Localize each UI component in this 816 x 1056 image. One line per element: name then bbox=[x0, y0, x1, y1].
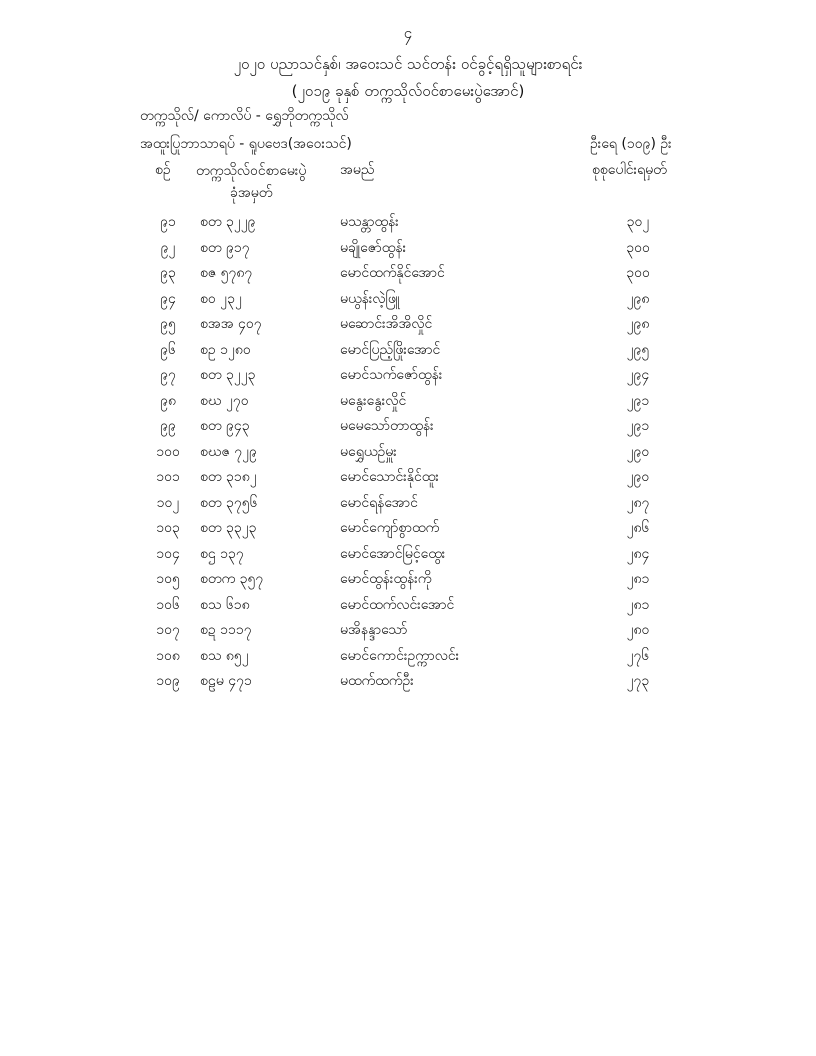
row-name: မောင်သက်ဇော်ထွန်း bbox=[340, 367, 443, 383]
university-line: တက္ကသိုလ်/ ကောလိပ် - ရွှေဘိုတက္ကသိုလ် bbox=[140, 108, 349, 124]
table-row bbox=[0, 493, 816, 519]
table-row bbox=[0, 620, 816, 646]
row-marks: ၂၈၁ bbox=[626, 596, 650, 613]
row-marks: ၃၀၂ bbox=[626, 214, 650, 230]
table-row bbox=[0, 365, 816, 391]
page-number: ၄ bbox=[403, 24, 413, 42]
row-marks: ၃၀၀ bbox=[626, 239, 650, 256]
header-roll bbox=[196, 160, 306, 204]
row-name: မဆောင်းအိအိလှိုင် bbox=[340, 316, 433, 332]
table-row bbox=[0, 238, 816, 264]
row-no: ၉၅ bbox=[160, 316, 176, 332]
row-name: မောင်အောင်မြင့်ထွေး bbox=[340, 545, 446, 562]
header-no: စဉ် bbox=[155, 162, 171, 178]
table-row bbox=[0, 340, 816, 366]
row-roll: စသ ၈၅၂ bbox=[200, 647, 249, 664]
header-marks: စုစုပေါင်းရမှတ် bbox=[592, 162, 667, 178]
row-marks: ၂၉၁ bbox=[626, 392, 650, 409]
major-line: အထူးပြုဘာသာရပ် - ရူပဗေဒ(အဝေးသင်) bbox=[140, 136, 352, 152]
row-name: မောင်ထွန်းထွန်းကို bbox=[340, 571, 432, 587]
row-no: ၉၄ bbox=[160, 290, 176, 307]
row-name: မောင်ထက်နိုင်အောင် bbox=[340, 265, 445, 281]
row-marks: ၂၈၀ bbox=[626, 622, 650, 638]
table-row bbox=[0, 263, 816, 289]
results-list bbox=[0, 212, 816, 697]
table-row bbox=[0, 212, 816, 238]
row-marks: ၂၇၃ bbox=[626, 673, 650, 689]
table-row bbox=[0, 544, 816, 570]
table-row bbox=[0, 518, 816, 544]
row-no: ၉၉ bbox=[160, 418, 176, 434]
row-roll: စသ ၆၁၈ bbox=[200, 596, 250, 613]
row-marks: ၂၈၄ bbox=[626, 545, 650, 562]
row-roll: စတ ၃၂၂၃ bbox=[200, 367, 256, 383]
row-name: မောင်ကောင်းဥက္ကာလင်း bbox=[340, 647, 460, 664]
header-roll-line2: ခုံအမှတ် bbox=[230, 185, 273, 201]
row-marks: ၃၀၀ bbox=[626, 265, 650, 281]
row-no: ၁၀၆ bbox=[156, 596, 180, 613]
row-no: ၉၆ bbox=[160, 341, 176, 358]
row-no: ၁၀၂ bbox=[156, 494, 180, 511]
row-marks: ၂၈၇ bbox=[626, 494, 650, 511]
row-marks: ၂၉၈ bbox=[626, 290, 650, 307]
row-roll: စတ ၉၁၇ bbox=[200, 239, 250, 256]
row-roll: စတက ၃၅၇ bbox=[200, 571, 264, 587]
count-line: ဦးရေ (၁၀၉) ဦး bbox=[590, 136, 672, 152]
row-roll: စဃ ၂၇၀ bbox=[200, 392, 249, 409]
row-no: ၁၀၁ bbox=[156, 469, 180, 485]
row-name: မသန္တာထွန်း bbox=[340, 214, 399, 230]
row-marks: ၂၉၅ bbox=[626, 341, 650, 358]
row-name: မအိနန္ဒာသော် bbox=[340, 622, 408, 638]
row-marks: ၂၇၆ bbox=[626, 647, 650, 664]
row-marks: ၂၉၀ bbox=[626, 443, 650, 460]
row-roll: စတ ၃၁၈၂ bbox=[200, 469, 257, 485]
table-row bbox=[0, 569, 816, 595]
row-roll: စတ ၉၄၃ bbox=[200, 418, 250, 434]
document-title: ၂၀၂၀ ပညာသင်နှစ်၊ အဝေးသင် သင်တန်း ဝင်ခွင့်ရရှိသူများစာရင်း bbox=[233, 55, 583, 73]
row-marks: ၂၉၀ bbox=[626, 469, 650, 485]
row-marks: ၂၈၆ bbox=[626, 520, 650, 536]
row-name: မောင်ကျော်စွာထက် bbox=[340, 520, 440, 536]
row-name: မမေသော်တာထွန်း bbox=[340, 418, 434, 434]
row-name: မောင်ရန်အောင် bbox=[340, 494, 418, 511]
row-no: ၉၈ bbox=[160, 392, 176, 409]
row-no: ၉၇ bbox=[160, 367, 176, 383]
row-marks: ၂၉၄ bbox=[626, 367, 650, 383]
row-name: မနွေးနွေးလှိုင် bbox=[340, 392, 407, 409]
row-no: ၁၀၇ bbox=[156, 622, 180, 638]
row-roll: စတ ၃၃၂၃ bbox=[200, 520, 257, 536]
table-row bbox=[0, 314, 816, 340]
row-name: မောင်သောင်းနိုင်ထူး bbox=[340, 469, 439, 485]
row-marks: ၂၈၁ bbox=[626, 571, 650, 587]
table-row bbox=[0, 391, 816, 417]
row-no: ၁၀၄ bbox=[156, 545, 180, 562]
row-no: ၁၀၈ bbox=[156, 647, 180, 664]
row-marks: ၂၉၁ bbox=[626, 418, 650, 434]
row-name: မချိုဇော်ထွန်း bbox=[340, 239, 407, 256]
row-roll: စဝ ၂၃၂ bbox=[200, 290, 242, 307]
row-marks: ၂၉၈ bbox=[626, 316, 650, 332]
row-roll: စဥ ၁၂၈၀ bbox=[200, 341, 251, 358]
row-roll: စအအ ၄၀၇ bbox=[200, 316, 262, 332]
row-no: ၉၁ bbox=[160, 214, 176, 230]
row-name: မထက်ထက်ဦး bbox=[340, 673, 414, 689]
row-roll: စတ ၃၇၅၆ bbox=[200, 494, 258, 511]
header-name: အမည် bbox=[340, 162, 375, 178]
row-roll: စဇ ၅၇၈၇ bbox=[200, 265, 253, 281]
row-no: ၉၃ bbox=[160, 265, 176, 281]
row-no: ၁၀၉ bbox=[156, 673, 180, 689]
header-roll-line1: တက္ကသိုလ်ဝင်စာမေးပွဲ bbox=[196, 163, 307, 179]
row-name: မယွန်းလဲ့ဖြူ bbox=[340, 290, 400, 307]
table-row bbox=[0, 467, 816, 493]
row-no: ၉၂ bbox=[160, 239, 176, 256]
row-roll: စဠမ ၄၇၁ bbox=[200, 673, 252, 689]
table-row bbox=[0, 595, 816, 621]
row-name: မောင်ထက်လင်းအောင် bbox=[340, 596, 455, 613]
table-row bbox=[0, 671, 816, 697]
table-row bbox=[0, 416, 816, 442]
table-row bbox=[0, 289, 816, 315]
row-roll: စဃဇ ၇၂၉ bbox=[200, 443, 257, 460]
row-roll: စဌ ၁၃၇ bbox=[200, 545, 244, 562]
table-row bbox=[0, 646, 816, 672]
row-name: မောင်ပြည့်ဖြိုးအောင် bbox=[340, 341, 441, 358]
row-name: မရွှေယဉ်မှူး bbox=[340, 443, 397, 460]
row-roll: စတ ၃၂၂၉ bbox=[200, 214, 256, 230]
row-no: ၁၀၃ bbox=[156, 520, 180, 536]
row-no: ၁၀၅ bbox=[156, 571, 180, 587]
row-roll: စဍ ၁၁၁၇ bbox=[200, 622, 252, 638]
row-no: ၁၀၀ bbox=[156, 443, 180, 460]
table-row bbox=[0, 442, 816, 468]
document-subtitle: (၂၀၁၉ ခုနှစ် တက္ကသိုလ်ဝင်စာမေးပွဲအောင်) bbox=[291, 82, 525, 100]
